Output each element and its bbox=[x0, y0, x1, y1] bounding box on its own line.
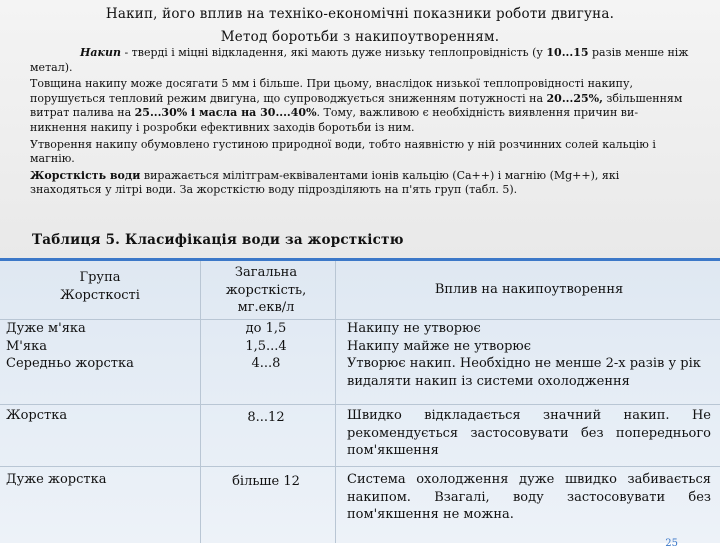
table-caption: Таблиця 5. Класифікація води за жорсткістю bbox=[32, 232, 404, 248]
table-cell: Накипу майже не утворює bbox=[347, 338, 532, 354]
table-cell: Дуже м'яка bbox=[6, 321, 86, 336]
body-text bbox=[30, 46, 690, 200]
column-divider bbox=[335, 261, 336, 543]
table-cell: Накипу не утворює bbox=[347, 321, 481, 336]
table-cell: Середньо жорстка bbox=[6, 356, 134, 371]
paragraph-hardness: Жорсткість води виражається мілітграм-еквівалентами іонів кальцію (Ca++) і магнію (Mg++), які знаходяться у літрі води. За жорсткістю воду підрозділяють на п'ять груп (табл. 5). bbox=[30, 168, 620, 197]
paragraph-thickness: Товщина накипу може досягати 5 мм і більше. При цьому, внаслідок низької теплопровідності накипу, порушується тепловий режим двигуна, що супроводжується зниженням потужності на 20...25%, збільшенням витрат палива на 25...30% і масла на 30....40%. Тому, важливою є необхідність виявлення причин ви-никнення накипу і розробки ефективних заходів боротьби із ним. bbox=[30, 77, 683, 134]
effect-column bbox=[347, 320, 711, 390]
hardness-column bbox=[200, 320, 332, 373]
table-cell: Система охолодження дуже швидко забивається накипом. Взагалі, воду застосовувати без пом'якшення не можна. bbox=[347, 472, 711, 522]
title-line-2: Метод боротьби з накипоутворенням. bbox=[220, 29, 500, 45]
table-cell: Утворює накип. Необхідно не менше 2-х разів у рік видаляти накип із системи охолодження bbox=[347, 356, 701, 389]
table-cell: до 1,5 bbox=[245, 321, 287, 336]
header-hardness: Загальна жорсткість, мг.екв/л bbox=[225, 265, 307, 315]
table-cell: 8...12 bbox=[247, 410, 285, 425]
row-divider bbox=[0, 466, 720, 467]
table-cell: більше 12 bbox=[232, 474, 300, 489]
paragraph-formation: Утворення накипу обумовлено густиною природної води, тобто наявністю у ній розчинних солей кальцію і магнію. bbox=[30, 137, 656, 166]
slide-title bbox=[60, 3, 660, 49]
group-column bbox=[6, 320, 196, 373]
table-cell: Жорстка bbox=[6, 408, 68, 423]
row-divider bbox=[0, 404, 720, 405]
table-cell: М'яка bbox=[6, 338, 47, 354]
hardness-table bbox=[0, 258, 720, 549]
header-group: Група Жорсткості bbox=[60, 270, 140, 303]
page-number: 25 bbox=[665, 538, 678, 549]
table-cell: 1,5...4 bbox=[245, 338, 287, 354]
table-cell: Швидко відкладається значний накип. Не рекомендується застосовувати без попереднього пом'якшення bbox=[347, 408, 711, 458]
title-line-1: Накип, його вплив на техніко-економічні показники роботи двигуна. bbox=[105, 6, 615, 22]
header-effect: Вплив на накипоутворення bbox=[434, 282, 624, 297]
table-cell: 4...8 bbox=[251, 356, 281, 371]
table-cell: Дуже жорстка bbox=[6, 472, 107, 487]
paragraph-definition: Накип - тверді і міцні відкладення, які мають дуже низьку теплопровідність (у 10...15 разів менше ніж метал). bbox=[30, 46, 689, 74]
text-area bbox=[0, 0, 720, 259]
